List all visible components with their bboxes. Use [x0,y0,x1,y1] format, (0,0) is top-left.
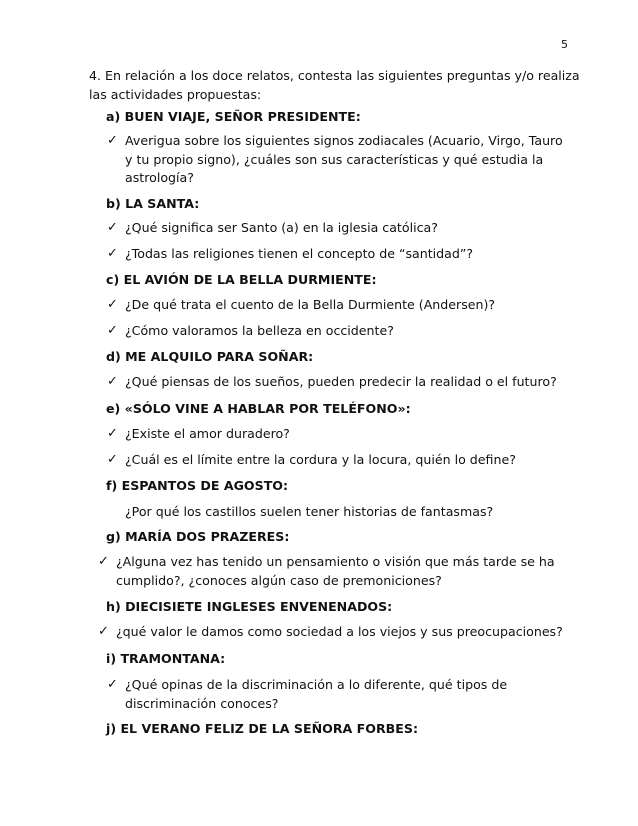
question-intro: 4. En relación a los doce relatos, contesta las siguientes preguntas y/o realiza las actividades propuestas: [89,68,580,102]
list-item: ¿Todas las religiones tienen el concepto de “santidad”? [125,246,474,261]
list-item: ¿Alguna vez has tenido un pensamiento o visión que más tarde se ha cumplido?, ¿conoces algún caso de premoniciones? [116,554,555,588]
list-item: ¿Qué opinas de la discriminación a lo diferente, qué tipos de discriminación conoces? [125,677,508,711]
check-icon: ✓ [107,323,118,338]
section-heading: g) MARÍA DOS PRAZERES: [106,529,290,544]
section-heading: h) DIECISIETE INGLESES ENVENENADOS: [106,599,393,614]
check-icon: ✓ [107,246,118,261]
list-item: Averigua sobre los siguientes signos zodiacales (Acuario, Virgo, Tauro y tu propio signo), ¿cuáles son sus características y qué estudia la astrología? [125,133,563,185]
check-icon: ✓ [107,133,118,148]
section-heading: f) ESPANTOS DE AGOSTO: [106,478,289,493]
section-heading: i) TRAMONTANA: [106,651,226,666]
check-icon: ✓ [98,624,109,639]
section-heading: c) EL AVIÓN DE LA BELLA DURMIENTE: [106,272,377,287]
check-icon: ✓ [107,426,118,441]
check-icon: ✓ [107,374,118,389]
list-item: ¿Qué piensas de los sueños, pueden predecir la realidad o el futuro? [125,374,557,389]
section-heading: a) BUEN VIAJE, SEÑOR PRESIDENTE: [106,109,361,124]
list-item: ¿Existe el amor duradero? [125,426,290,441]
list-item: ¿Cómo valoramos la belleza en occidente? [125,323,394,338]
section-heading: j) EL VERANO FELIZ DE LA SEÑORA FORBES: [106,721,418,736]
check-icon: ✓ [107,297,118,312]
list-item: ¿Qué significa ser Santo (a) en la iglesia católica? [125,220,438,235]
check-icon: ✓ [107,452,118,467]
check-icon: ✓ [107,220,118,235]
list-item: ¿De qué trata el cuento de la Bella Durmiente (Andersen)? [125,297,496,312]
list-item: ¿Por qué los castillos suelen tener historias de fantasmas? [125,504,494,519]
page-number: 5 [561,38,568,51]
section-heading: d) ME ALQUILO PARA SOÑAR: [106,349,314,364]
section-heading: b) LA SANTA: [106,196,200,211]
check-icon: ✓ [107,677,118,692]
check-icon: ✓ [98,554,109,569]
list-item: ¿qué valor le damos como sociedad a los viejos y sus preocupaciones? [116,624,563,639]
section-heading: e) «SÓLO VINE A HABLAR POR TELÉFONO»: [106,401,411,416]
list-item: ¿Cuál es el límite entre la cordura y la locura, quién lo define? [125,452,516,467]
